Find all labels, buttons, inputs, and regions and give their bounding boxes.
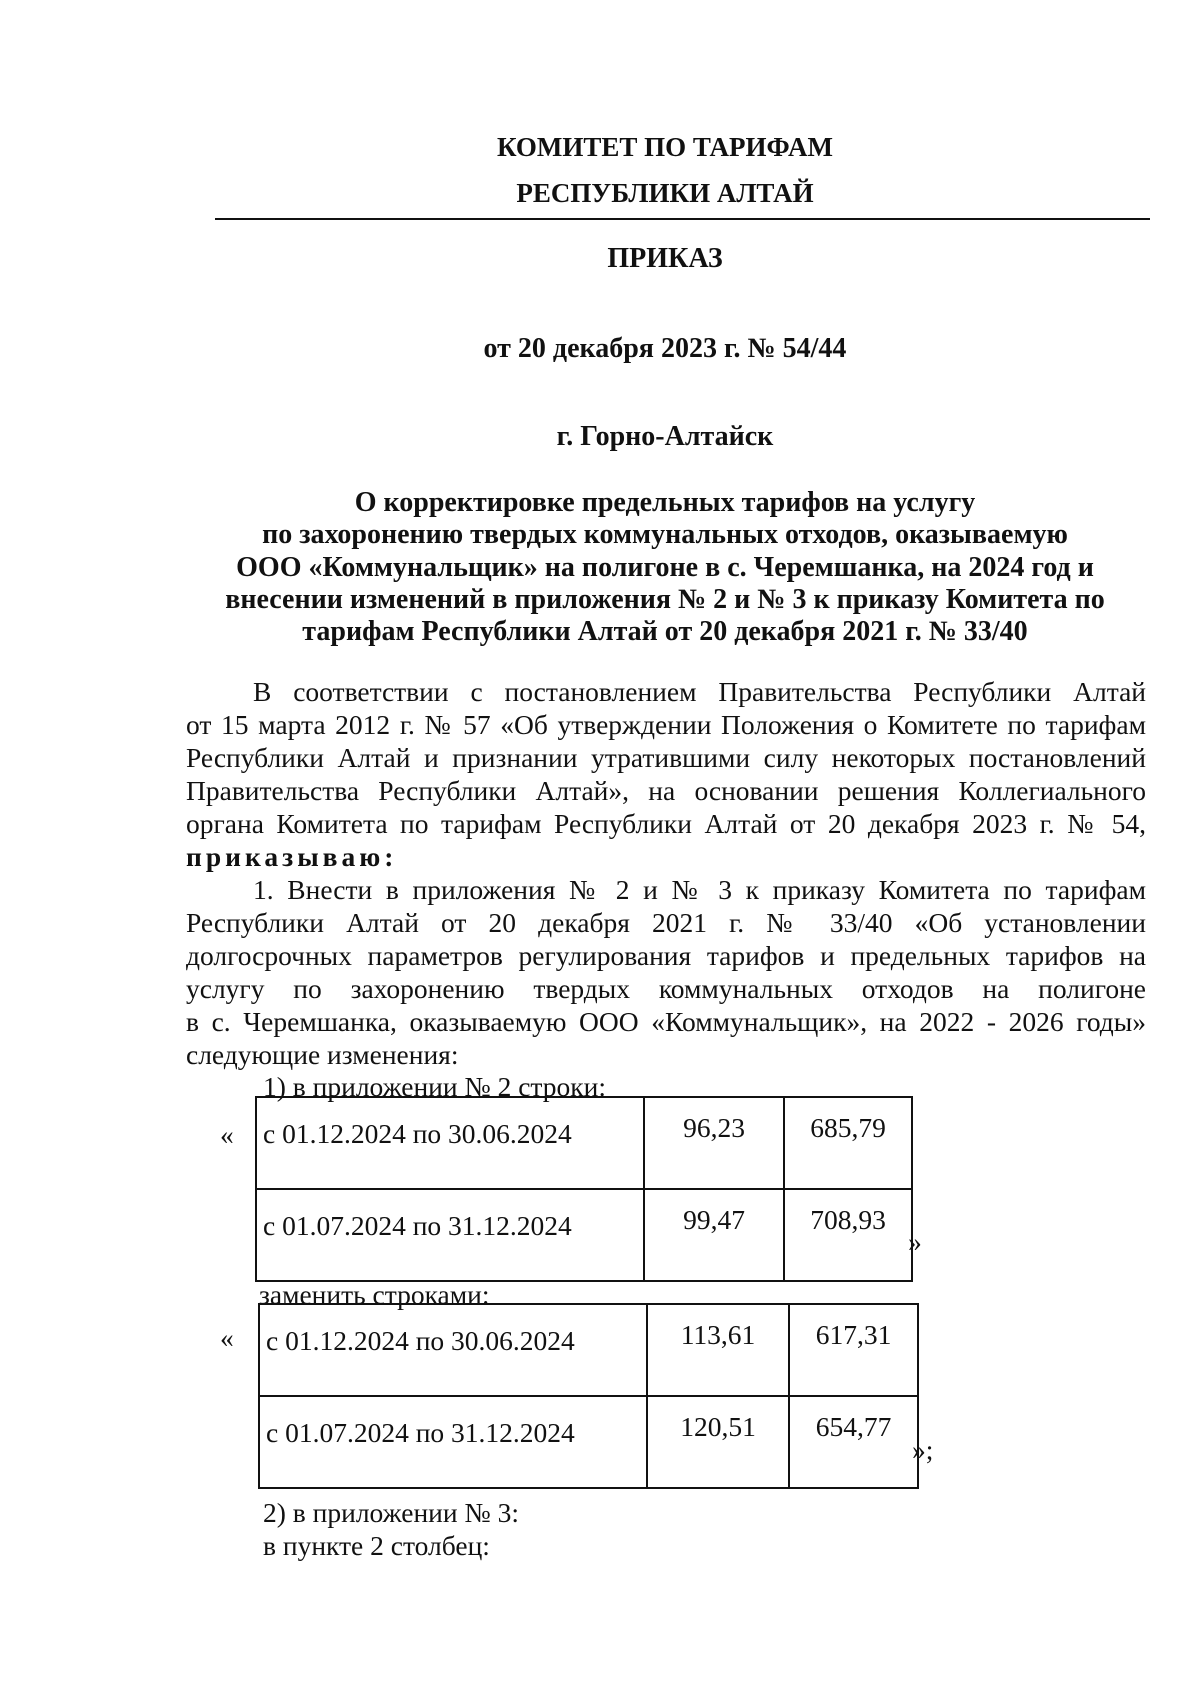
replace-label: заменить строками: [259,1279,490,1310]
preamble-line: Республики Алтай и признании утратившими силу некоторых постановлений [186,742,1146,773]
title-line: О корректировке предельных тарифов на услугу [354,487,976,518]
period-cell: с 01.12.2024 по 30.06.2024 [256,1097,644,1189]
org-name-line1: КОМИТЕТ ПО ТАРИФАМ [496,132,834,162]
new-rows-table [258,1303,919,1489]
preamble-line: от 15 марта 2012 г. № 57 «Об утверждении Положения о Комитете по тарифам [186,709,1146,740]
sub2-line: в пункте 2 столбец: [263,1530,490,1561]
title-line: ООО «Коммунальщик» на полигоне в с. Черемшанка, на 2024 год и [236,552,1094,583]
period-cell: с 01.07.2024 по 31.12.2024 [256,1189,644,1281]
title-line: по захоронению твердых коммунальных отходов, оказываемую [262,519,1068,550]
org-name-line2: РЕСПУБЛИКИ АЛТАЙ [516,178,814,208]
doc-type: ПРИКАЗ [607,243,723,274]
value-cell: 708,93 [784,1189,912,1281]
item1-line: 1. Внести в приложения № 2 и № 3 к приказу Комитета по тарифам [253,874,1146,905]
item1-last-line: следующие изменения: [186,1039,459,1070]
table-row [259,1304,918,1396]
item1-line: долгосрочных параметров регулирования тарифов и предельных тарифов на [186,940,1146,971]
value-cell: 685,79 [784,1097,912,1189]
header-rule [215,218,1150,220]
title-line: внесении изменений в приложения № 2 и № 3 к приказу Комитета по [225,584,1105,615]
table-row [256,1097,912,1189]
open-quote: « [220,1119,234,1150]
title-line: тарифам Республики Алтай от 20 декабря 2021 г. № 33/40 [302,616,1028,647]
preamble-line: Правительства Республики Алтай», на основании решения Коллегиального [186,775,1146,806]
preamble-line: В соответствии с постановлением Правительства Республики Алтай [253,676,1146,707]
item1-line: услугу по захоронению твердых коммунальных отходов на полигоне [186,973,1146,1004]
value-cell: 96,23 [644,1097,784,1189]
value-cell: 120,51 [647,1396,789,1488]
old-rows-table [255,1096,913,1282]
value-cell: 617,31 [789,1304,918,1396]
preamble-line: органа Комитета по тарифам Республики Алтай от 20 декабря 2023 г. № 54, [186,808,1146,839]
sub1-label: 1) в приложении № 2 строки: [263,1071,606,1102]
sub2-label: 2) в приложении № 3: [263,1497,519,1528]
doc-date-number: от 20 декабря 2023 г. № 54/44 [483,333,847,364]
value-cell: 654,77 [789,1396,918,1488]
period-cell: с 01.07.2024 по 31.12.2024 [259,1396,647,1488]
order-word: приказываю: [186,841,398,872]
close-quote: »; [912,1434,934,1465]
value-cell: 113,61 [647,1304,789,1396]
period-cell: с 01.12.2024 по 30.06.2024 [259,1304,647,1396]
doc-city: г. Горно-Алтайск [556,421,774,452]
item1-line: в с. Черемшанка, оказываемую ООО «Коммунальщик», на 2022 - 2026 годы» [186,1006,1146,1037]
table-row [259,1396,918,1488]
value-cell: 99,47 [644,1189,784,1281]
item1-line: Республики Алтай от 20 декабря 2021 г. № 33/40 «Об установлении [186,907,1146,938]
open-quote: « [220,1322,234,1353]
close-quote: » [908,1226,922,1257]
table-row [256,1189,912,1281]
